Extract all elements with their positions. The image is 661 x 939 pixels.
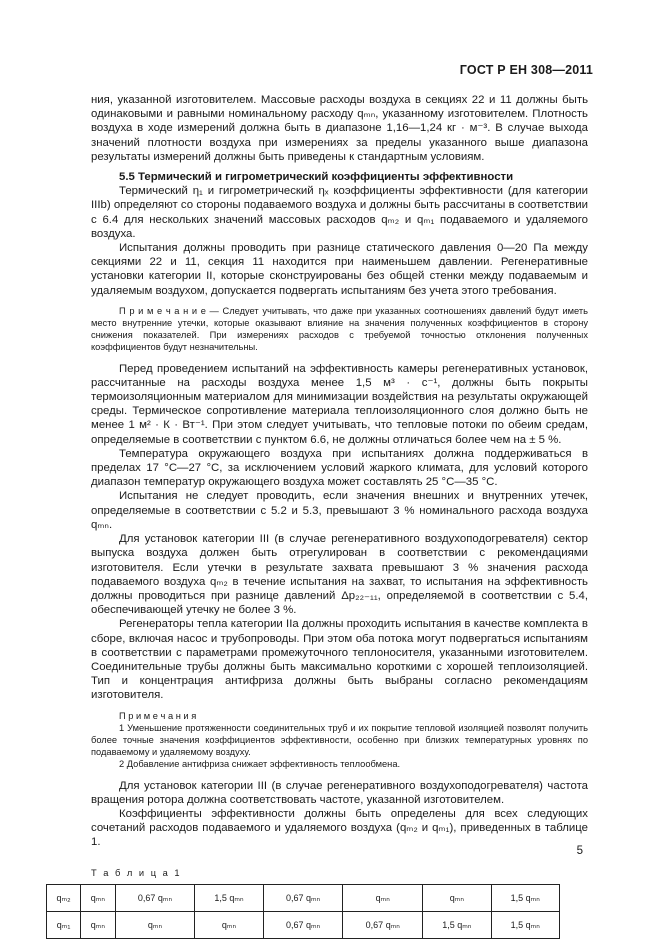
- table-cell: 1,5 qₘₙ: [491, 884, 559, 911]
- table-cell: 0,67 qₘₙ: [343, 911, 423, 938]
- table-row: [47, 911, 560, 938]
- notes-label: П р и м е ч а н и я: [119, 710, 197, 721]
- table-row: [47, 884, 560, 911]
- table-cell: 0,67 qₘₙ: [115, 884, 195, 911]
- table-cell: 0,67 qₘₙ: [263, 911, 343, 938]
- table-cell: 1,5 qₘₙ: [195, 884, 263, 911]
- paragraph-continuation: ния, указанной изготовителем. Массовые расходы воздуха в секциях 22 и 11 должны быть одинаковыми и равными номинальному расходу qₘₙ, указанному изготовителем. Плотность воздуха в ходе измерений должна быть в диапазоне 1,16—1,24 кг · м⁻³. В случае выхода значений плотности воздуха при измерениях за пределы указанного выше диапазона результаты измерений должны быть приведены к стандартным условиям.: [91, 94, 588, 163]
- note-block: [91, 305, 588, 354]
- table-cell: qₘₙ: [81, 911, 115, 938]
- table-cell: qₘₙ: [195, 911, 263, 938]
- page-content: [56, 93, 589, 939]
- paragraph: Испытания не следует проводить, если значения внешних и внутренних утечек, определяемые в соответствии с 5.2 и 5.3, превышают 3 % номинального расхода воздуха qₘₙ.: [91, 490, 588, 531]
- paragraph: Для установок категории III (в случае регенеративного воздухоподогревателя) сектор выпуска воздуха должен быть отрегулирован в соответствии с рекомендациями изготовителя. Если утечки в результате захвата превышают 3 % значения расхода подаваемого воздуха qₘ₂ в течение испытания на захват, то испытания на эффективность должны проводиться при разнице давлений Δp₂₂₋₁₁, определяемой в соответствии с 5.4, обеспечивающей утечку не более 3 %.: [91, 533, 588, 617]
- paragraph: Перед проведением испытаний на эффективность камеры регенеративных установок, рассчитанные на расходы воздуха менее 1,5 м³ · с⁻¹, должны быть покрыты термоизоляционным материалом для минимизации воздействия на результаты окружающей среды. Термическое сопротивление материала теплоизоляционного слоя должно быть не менее 1 м² · К · Вт⁻¹. При этом следует учитывать, что тепловые потоки по обеим средам, определяемые в соответствии с пунктом 6.6, не должны отличаться более чем на ± 5 %.: [91, 362, 588, 446]
- table-cell: 1,5 qₘₙ: [423, 911, 491, 938]
- note-item: 1 Уменьшение протяженности соединительных труб и их покрытие тепловой изоляцией позволят получить более точные значения коэффициентов эффективности, особенно при близких температурных уровнях по подаваемому и удаляемому воздуху.: [91, 722, 588, 758]
- table-cell: qₘₙ: [343, 884, 423, 911]
- page-number: 5: [576, 845, 583, 857]
- table-cell: 1,5 qₘₙ: [491, 911, 559, 938]
- table-cell: qₘₙ: [81, 884, 115, 911]
- note-label: П р и м е ч а н и е: [119, 305, 206, 316]
- paragraph: Регенераторы тепла категории IIa должны проходить испытания в качестве комплекта в сборе, включая насос и трубопроводы. При этом оба потока могут подвергаться испытаниям в соответствии с параметрами промежуточного теплоносителя, указанными изготовителем. Соединительные трубы должны быть максимально короткими с хорошей теплоизоляцией. Тип и концентрация антифриза должны быть выбраны согласно рекомендациям изготовителя.: [91, 618, 588, 702]
- table-cell: 0,67 qₘₙ: [263, 884, 343, 911]
- table-cell: qₘ₂: [47, 884, 81, 911]
- table-label: Т а б л и ц а 1: [91, 867, 182, 878]
- paragraph: Испытания должны проводить при разнице статического давления 0—20 Па между секциями 22 и 11, секция 11 находится при наименьшем давлении. Регенеративные установки категории II, которые сконструированы без общей стенки между подаваемым и удаляемым воздухом, допускается подвергать испытаниям без учета этого требования.: [91, 242, 588, 297]
- table-cell: qₘₙ: [423, 884, 491, 911]
- note-text: — Следует учитывать, что даже при указанных соотношениях давлений будут иметь место внутренние утечки, которые оказывают влияние на значения полученных коэффициентов в сторону снижения показателей. При измерениях расходов с требуемой точностью отклонения полученных коэффициентов будут незначительны.: [91, 305, 589, 353]
- table-cell: qₘₙ: [115, 911, 195, 938]
- paragraph: Для установок категории III (в случае регенеративного воздухоподогревателя) частота вращения ротора должна соответствовать частоте, указанной изготовителем.: [91, 779, 588, 806]
- document-header: ГОСТ Р ЕН 308—2011: [459, 63, 593, 77]
- note: [91, 305, 588, 354]
- table-cell: qₘ₁: [47, 911, 81, 938]
- section-title: 5.5 Термический и гигрометрический коэффициенты эффективности: [119, 171, 514, 184]
- paragraph: Коэффициенты эффективности должны быть определены для всех следующих сочетаний расходов подаваемого и удаляемого воздуха (qₘ₂ и qₘ₁), приведенных в таблице 1.: [91, 807, 588, 849]
- flow-combinations-table: [46, 884, 560, 939]
- note-item: 2 Добавление антифриза снижает эффективность теплообмена.: [119, 759, 401, 770]
- paragraph: Температура окружающего воздуха при испытаниях должна поддерживаться в пределах 17 °С—27 °С, за исключением условий жаркого климата, для условий которого диапазон температур окружающего воздуха может составлять 25 °С—35 °С.: [91, 447, 588, 489]
- notes-block: [91, 710, 588, 771]
- paragraph: Термический η₁ и гигрометрический ηₓ коэффициенты эффективности (для категории IIIb) определяют со стороны подаваемого воздуха и должны быть рассчитаны в соответствии с 6.4 для нескольких значений массовых расходов qₘ₂ и qₘ₁ подаваемого и удаляемого воздуха.: [91, 185, 588, 240]
